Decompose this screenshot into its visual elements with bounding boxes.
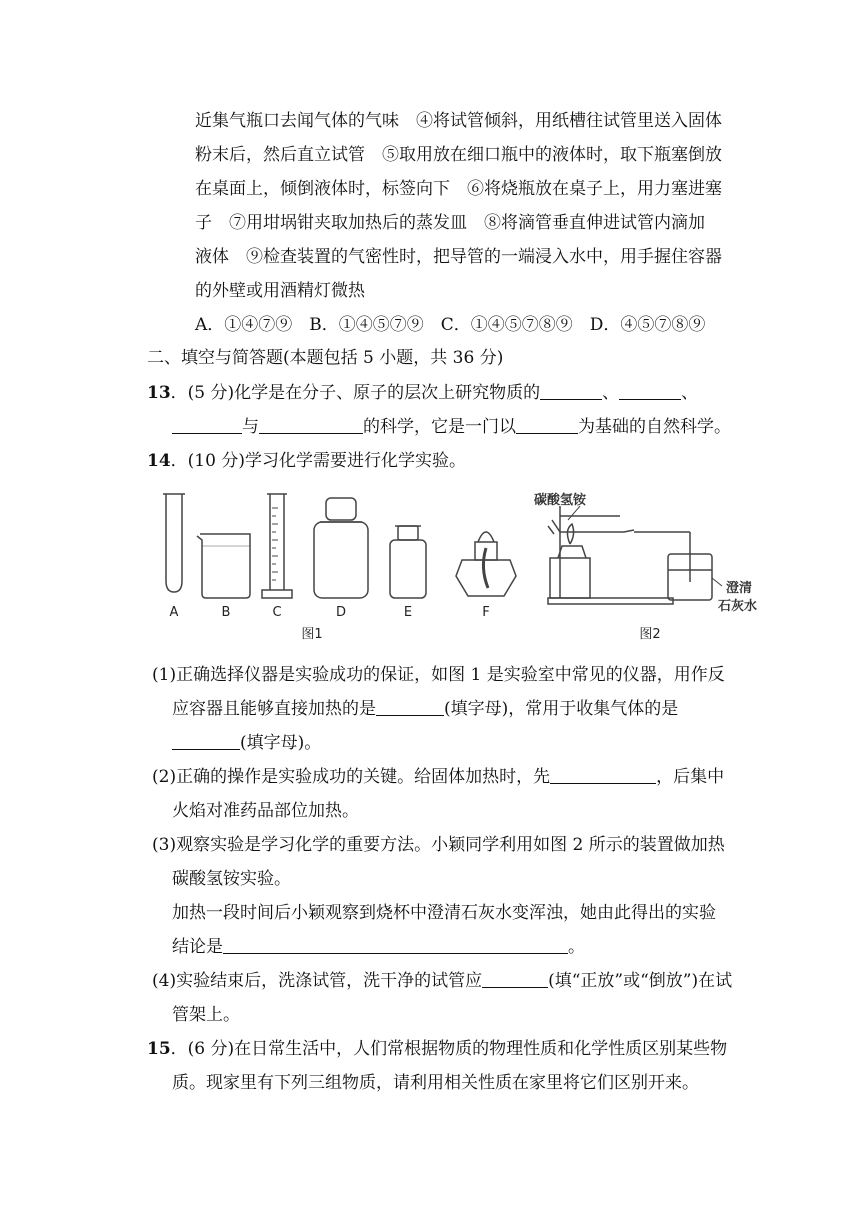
q14-blank-5[interactable] [482,971,548,988]
fig2-caption: 图2 [639,627,661,642]
q14-blank-1[interactable] [376,699,444,716]
fig1-label-e: E [403,605,413,620]
fig1-label-a: A [169,605,179,620]
q14-p1-line-2 [172,698,678,720]
q14-blank-3[interactable] [550,767,656,784]
q14-p4-line-1 [152,970,732,992]
q12-options: A．①④⑦⑨ B．①④⑤⑦⑨ C．①④⑤⑦⑧⑨ D．④⑤⑦⑧⑨ [195,315,706,335]
q13-line-1 [147,382,698,404]
q14-p2-line-1 [152,766,724,788]
q14-text: 。 [568,937,585,957]
q12-line-2: 粉末后，然后直立试管 ⑤取用放在细口瓶中的液体时，取下瓶塞倒放 [195,145,722,165]
section-title: 二、填空与简答题(本题包括 5 小题，共 36 分) [147,348,504,368]
q13-blank-3[interactable] [172,417,242,434]
alcohol-lamp-f [456,532,516,596]
q13-text: 的科学，它是一门以 [363,417,516,437]
q12-line-5: 液体 ⑨检查装置的气密性时，把导管的一端浸入水中，用手握住容器 [195,247,722,267]
q14-figures [150,486,780,646]
fig2-label-lime-2: 石灰水 [718,599,758,614]
q13-sep: 、 [681,383,699,403]
q14-p2-line-2: 火焰对准药品部位加热。 [172,801,359,821]
q14-p3-line-2: 碳酸氢铵实验。 [172,869,291,889]
q14-number: 14 [147,451,171,471]
q14-p1-line-1: (1)正确选择仪器是实验成功的保证，如图 1 是实验室中常见的仪器，用作反 [152,665,725,685]
q13-sep: 、 [602,383,620,403]
q14-stem [147,450,466,472]
q13-blank-2[interactable] [619,383,681,400]
q14-p3-line-1: (3)观察实验是学习化学的重要方法。小颖同学利用如图 2 所示的装置做加热 [152,835,725,855]
q14-text: (填字母)。 [240,733,322,753]
test-tube-a [163,494,185,592]
q14-p1-line-3 [172,732,321,754]
q12-line-1: 近集气瓶口去闻气体的气味 ④将试管倾斜，用纸槽往试管里送入固体 [195,111,722,131]
q13-blank-1[interactable] [540,383,602,400]
q14-text: 结论是 [172,937,223,957]
q13-number: 13 [147,383,171,403]
gas-jar-d [314,498,368,598]
q14-text: ．(10 分)学习化学需要进行化学实验。 [170,451,466,471]
q14-p3-line-4 [172,936,585,958]
q14-text: (填字母)，常用于收集气体的是 [444,699,679,719]
fig1-caption: 图1 [301,627,323,642]
q14-p4-line-2: 管架上。 [172,1005,240,1025]
q14-text: (2)正确的操作是实验成功的关键。给固体加热时，先 [152,767,551,787]
q14-text: (4)实验结束后，洗涤试管，洗干净的试管应 [152,971,483,991]
q14-text: ，后集中 [656,767,725,787]
q13-line-2 [172,416,731,438]
q14-p3-line-3: 加热一段时间后小颖观察到烧杯中澄清石灰水变浑浊，她由此得出的实验 [172,903,716,923]
q13-blank-4[interactable] [259,417,363,434]
q13-text: 为基础的自然科学。 [578,417,731,437]
fig2-label-lime-1: 澄清 [726,581,753,596]
q15-line-1 [147,1038,727,1060]
q15-number: 15 [147,1039,171,1059]
q15-line-2: 质。现家里有下列三组物质，请利用相关性质在家里将它们区别开来。 [172,1073,699,1093]
q13-text: 与 [242,417,259,437]
reagent-bottle-e [390,526,426,598]
fig1-label-c: C [272,605,282,620]
q14-blank-4[interactable] [223,937,568,954]
q15-text: ．(6 分)在日常生活中，人们常根据物质的物理性质和化学性质区别某些物 [170,1039,728,1059]
graduated-cylinder-c [262,494,292,598]
q12-line-4: 子 ⑦用坩埚钳夹取加热后的蒸发皿 ⑧将滴管垂直伸进试管内滴加 [195,213,705,233]
q14-blank-2[interactable] [172,733,240,750]
fig1-label-d: D [335,605,347,620]
fig1-label-f: F [482,605,490,620]
q13-blank-5[interactable] [516,417,578,434]
heating-apparatus [548,506,722,604]
q14-text: 应容器且能够直接加热的是 [172,699,376,719]
q14-text: (填“正放”或“倒放”)在试 [548,971,733,991]
q12-line-6: 的外壁或用酒精灯微热 [195,281,365,301]
fig1-label-b: B [221,605,231,620]
fig2-label-reagent: 碳酸氢铵 [534,493,587,508]
beaker-b [197,534,250,598]
q12-line-3: 在桌面上，倾倒液体时，标签向下 ⑥将烧瓶放在桌子上，用力塞进塞 [195,179,722,199]
q13-text: ．(5 分)化学是在分子、原子的层次上研究物质的 [170,383,541,403]
